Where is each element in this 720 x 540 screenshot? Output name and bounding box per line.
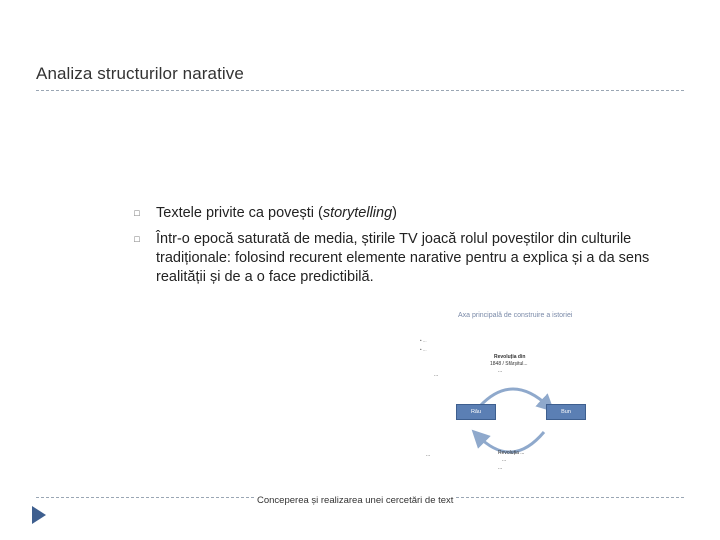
diagram-line: • ... xyxy=(420,338,427,343)
footer-text: Conceperea și realizarea unei cercetări de text xyxy=(257,495,454,506)
bullet-item xyxy=(132,204,672,223)
bullet-text: Textele privite ca povești (storytelling) xyxy=(156,205,397,221)
top-label: ... xyxy=(498,368,503,374)
narrative-diagram xyxy=(412,308,612,480)
side-label: ... xyxy=(434,372,439,378)
title-divider xyxy=(36,90,684,91)
square-bullet-icon: □ xyxy=(134,208,140,218)
box-left: Rău xyxy=(456,404,496,420)
bottom-label: Revoluția ... xyxy=(498,450,525,456)
play-arrow-icon[interactable] xyxy=(30,504,48,526)
diagram-line: • ... xyxy=(420,347,427,352)
bullet-list xyxy=(132,204,672,294)
box-right: Bun xyxy=(546,404,586,420)
bullet-text: Într-o epocă saturată de media, știrile TV joacă rolul poveștilor din culturile tradiționale: folosind recurent elemente narative pentru a explica și a da sens realității și de a o face predictibilă. xyxy=(156,231,650,285)
slide-title: Analiza structurilor narative xyxy=(36,64,244,83)
diagram-title: Axa principală de construire a istoriei xyxy=(458,312,573,319)
square-bullet-icon: □ xyxy=(134,234,140,244)
bullet-item xyxy=(132,230,672,287)
bottom-label: ... xyxy=(498,465,503,471)
side-label: ... xyxy=(426,452,431,458)
top-label: 1848 / Sfârșitul... xyxy=(490,361,528,367)
bottom-label: ... xyxy=(502,457,507,463)
top-label: Revoluția din xyxy=(494,354,526,360)
